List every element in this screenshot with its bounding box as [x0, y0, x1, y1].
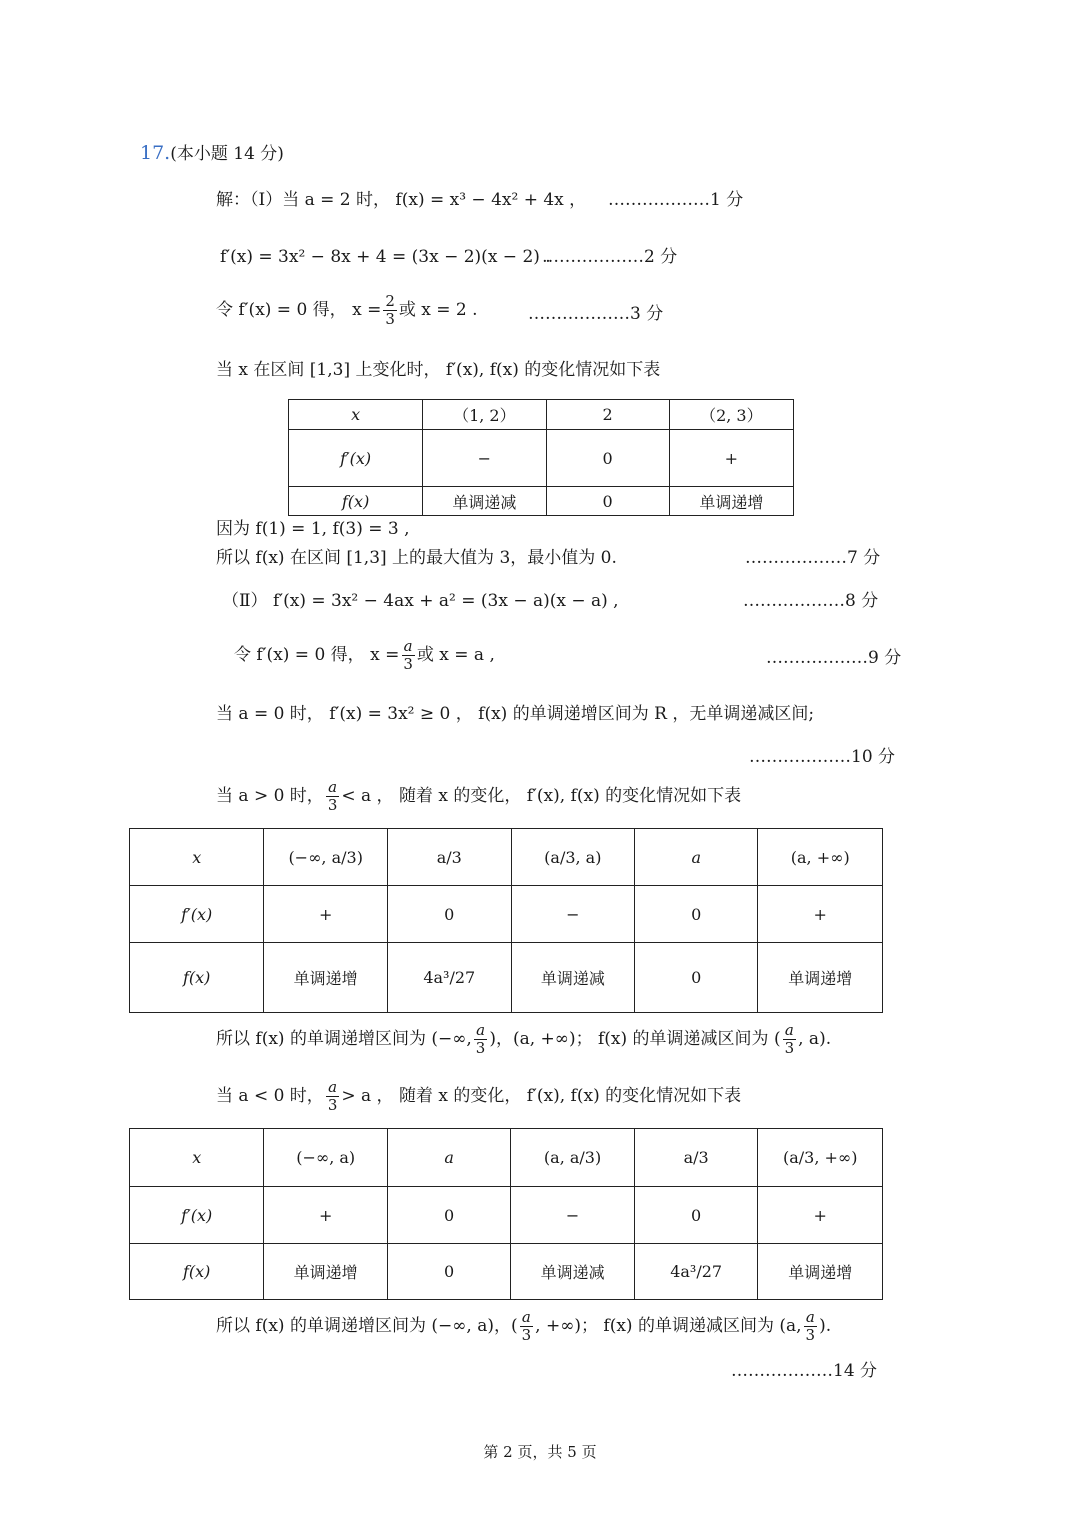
table-cell: 0 [387, 886, 511, 943]
table-cell: x [289, 400, 423, 430]
table-cell: 单调递增 [264, 943, 388, 1013]
table-cell: a [387, 1129, 510, 1187]
part2-score-10: ………………10 分 [749, 747, 896, 767]
table-cell: 4a³/27 [387, 943, 511, 1013]
fraction-numerator: a [805, 1308, 815, 1326]
table-cell: f′(x) [130, 1187, 264, 1244]
table-cell: 2 [546, 400, 669, 430]
fraction-denominator: 3 [784, 1038, 795, 1057]
part2-score-9: ………………9 分 [766, 648, 902, 668]
table-row [130, 829, 883, 886]
variation-table-1 [288, 399, 794, 516]
table-cell: a [635, 829, 758, 886]
fraction [383, 293, 397, 327]
problem-number: 17. [140, 142, 171, 164]
part2-score-14: ………………14 分 [731, 1361, 878, 1381]
table-cell: 0 [546, 487, 669, 516]
table-cell: (−∞, a/3) [264, 829, 388, 886]
case-pos-conclusion-a: 所以 f(x) 的单调递增区间为 (−∞, [216, 1028, 472, 1049]
fraction-denominator: 3 [385, 309, 395, 328]
table-cell: x [130, 829, 264, 886]
table-cell: 0 [387, 1187, 510, 1244]
fraction [401, 638, 415, 672]
case-neg-intro [216, 1079, 741, 1113]
case-neg-intro-b: > a ， 随着 x 的变化， f′(x), f(x) 的变化情况如下表 [341, 1085, 742, 1106]
case-pos-intro [216, 779, 741, 813]
variation-table-3 [129, 1128, 883, 1300]
part2-line2-text-a: 令 f′(x) = 0 得， x = [234, 644, 400, 665]
table-cell: 单调递减 [511, 943, 635, 1013]
part1-line3-text-a: 令 f′(x) = 0 得， x = [216, 299, 382, 320]
table-cell: (−∞, a) [264, 1129, 388, 1187]
table-row [289, 430, 794, 487]
table-cell: f(x) [289, 487, 423, 516]
table-cell: + [758, 886, 883, 943]
fraction [783, 1022, 797, 1056]
table-cell: + [264, 886, 388, 943]
part1-line3-text-b: 或 x = 2 . [398, 299, 478, 320]
fraction-numerator: a [403, 637, 413, 655]
part2-line2-text-b: 或 x = a , [416, 644, 495, 665]
case-pos-conclusion-c: , a). [798, 1028, 832, 1049]
fraction [804, 1309, 818, 1343]
fraction-denominator: 3 [327, 795, 338, 814]
part2-score-8: ………………8 分 [743, 591, 879, 611]
table-cell: − [423, 430, 546, 487]
table-cell: x [130, 1129, 264, 1187]
part2-line1: （Ⅱ） f′(x) = 3x² − 4ax + a² = (3x − a)(x − a) , [222, 591, 619, 611]
table-cell: (a, a/3) [511, 1129, 635, 1187]
fraction-numerator: a [521, 1308, 531, 1326]
table-cell: 单调递增 [758, 943, 883, 1013]
part2-line3: 当 a = 0 时， f′(x) = 3x² ≥ 0 ， f(x) 的单调递增区间为 R ，无单调递减区间; [216, 704, 815, 724]
case-neg-conclusion-c: ). [819, 1315, 832, 1336]
problem-header [140, 144, 284, 163]
case-pos-conclusion [216, 1022, 831, 1056]
part2-line2 [234, 638, 495, 672]
page-footer: 第 2 页，共 5 页 [483, 1443, 597, 1461]
table-row [130, 886, 883, 943]
table-cell: 单调递减 [423, 487, 546, 516]
case-neg-conclusion [216, 1309, 831, 1343]
table-row [130, 1129, 883, 1187]
part1-score-1: ………………1 分 [608, 190, 744, 210]
part1-score-7: ………………7 分 [745, 548, 881, 568]
part1-line3 [216, 293, 478, 327]
part1-line5: 因为 f(1) = 1, f(3) = 3 , [216, 519, 410, 539]
table-cell: 单调递增 [669, 487, 793, 516]
table-row [289, 400, 794, 430]
part1-score-2: ………………2 分 [542, 247, 678, 267]
case-neg-conclusion-b: , +∞)； f(x) 的单调递减区间为 (a, [535, 1315, 802, 1336]
table-cell: f(x) [130, 1244, 264, 1300]
table-cell: 0 [635, 943, 758, 1013]
fraction-numerator: a [328, 1078, 338, 1096]
table-cell: + [758, 1187, 883, 1244]
table-cell: a/3 [634, 1129, 758, 1187]
table-cell: 0 [546, 430, 669, 487]
problem-points: (本小题 14 分) [170, 144, 284, 164]
fraction-numerator: a [328, 778, 338, 796]
table-cell: (a, +∞) [758, 829, 883, 886]
table-row [130, 943, 883, 1013]
case-pos-intro-b: < a ， 随着 x 的变化， f′(x), f(x) 的变化情况如下表 [341, 785, 742, 806]
table-cell: 单调递减 [511, 1244, 635, 1300]
fraction-numerator: a [476, 1021, 486, 1039]
fraction-numerator: 2 [385, 292, 395, 310]
table-cell: 0 [387, 1244, 510, 1300]
fraction-denominator: 3 [475, 1038, 486, 1057]
part1-line1: 解：（Ⅰ）当 a = 2 时， f(x) = x³ − 4x² + 4x ， [216, 190, 587, 210]
table-row [130, 1244, 883, 1300]
fraction-denominator: 3 [805, 1325, 816, 1344]
fraction-numerator: a [784, 1021, 794, 1039]
table-row [289, 487, 794, 516]
fraction-denominator: 3 [403, 654, 413, 673]
table-cell: (a/3, a) [511, 829, 635, 886]
table-cell: 0 [635, 886, 758, 943]
table-cell: − [511, 1187, 635, 1244]
table-cell: 0 [634, 1187, 758, 1244]
table-cell: （1, 2） [423, 400, 546, 430]
case-neg-intro-a: 当 a < 0 时， [216, 1085, 324, 1106]
table-cell: f′(x) [130, 886, 264, 943]
fraction [326, 1079, 340, 1113]
part1-line6: 所以 f(x) 在区间 [1,3] 上的最大值为 3，最小值为 0. [216, 548, 617, 568]
table-cell: f(x) [130, 943, 264, 1013]
table-cell: + [669, 430, 793, 487]
fraction-denominator: 3 [327, 1095, 338, 1114]
table-cell: a/3 [387, 829, 511, 886]
table-cell: − [511, 886, 635, 943]
table-cell: 4a³/27 [634, 1244, 758, 1300]
part1-score-3: ………………3 分 [528, 304, 664, 324]
fraction [520, 1309, 534, 1343]
part1-line2: f′(x) = 3x² − 8x + 4 = (3x − 2)(x − 2) . [220, 247, 551, 267]
table-cell: 单调递增 [264, 1244, 388, 1300]
fraction [326, 779, 340, 813]
table-cell: （2, 3） [669, 400, 793, 430]
table-cell: 单调递增 [758, 1244, 883, 1300]
table-cell: (a/3, +∞) [758, 1129, 883, 1187]
case-pos-intro-a: 当 a > 0 时， [216, 785, 324, 806]
case-pos-conclusion-b: )，(a, +∞)； f(x) 的单调递减区间为 ( [489, 1028, 781, 1049]
fraction [474, 1022, 488, 1056]
part1-line4: 当 x 在区间 [1,3] 上变化时， f′(x), f(x) 的变化情况如下表 [216, 360, 661, 380]
table-cell: + [264, 1187, 388, 1244]
variation-table-2 [129, 828, 883, 1013]
table-row [130, 1187, 883, 1244]
case-neg-conclusion-a: 所以 f(x) 的单调递增区间为 (−∞, a)，( [216, 1315, 518, 1336]
fraction-denominator: 3 [521, 1325, 532, 1344]
table-cell: f′(x) [289, 430, 423, 487]
